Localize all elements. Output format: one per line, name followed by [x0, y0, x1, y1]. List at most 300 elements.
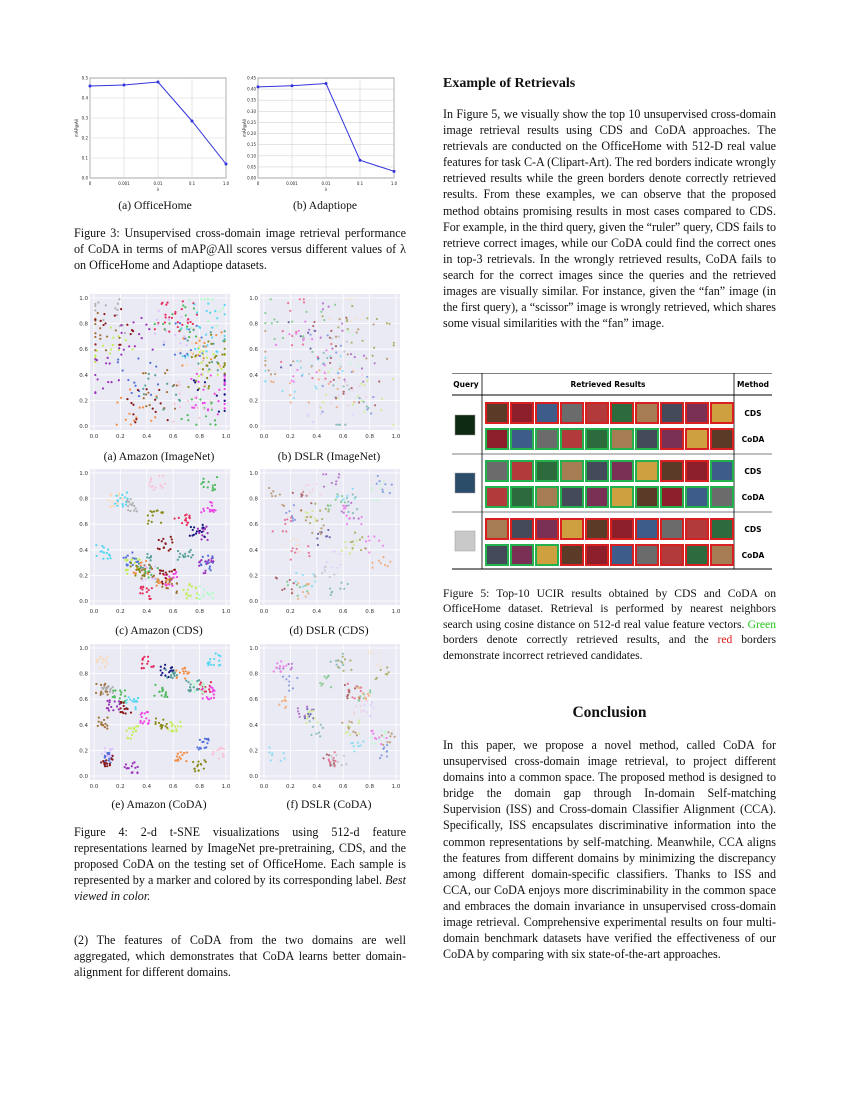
tsne-point	[148, 598, 150, 600]
tsne-point	[112, 755, 114, 757]
tsne-point	[322, 401, 324, 403]
tsne-point	[174, 569, 176, 571]
tsne-point	[338, 336, 340, 338]
tsne-point	[155, 717, 157, 719]
tsne-point	[347, 328, 349, 330]
tsne-point	[358, 719, 360, 721]
tsne-point	[169, 548, 171, 550]
tsne-point	[224, 379, 226, 381]
tsne-point	[338, 553, 340, 555]
tsne-point	[305, 311, 307, 313]
tsne-point	[343, 385, 345, 387]
retrieved-image	[686, 519, 708, 539]
tsne-point	[164, 372, 166, 374]
mug-query-image	[455, 473, 475, 493]
tsne-point	[210, 569, 212, 571]
tsne-point	[329, 318, 331, 320]
tsne-point	[171, 583, 173, 585]
tsne-point	[290, 520, 292, 522]
tsne-point	[163, 341, 165, 343]
tsne-point	[214, 424, 216, 426]
tsne-point	[213, 697, 215, 699]
tsne-point	[147, 378, 149, 380]
tsne-point	[160, 402, 162, 404]
tsne-point	[328, 306, 330, 308]
tsne-point	[125, 419, 127, 421]
retrieved-image	[486, 429, 508, 449]
tsne-point	[134, 562, 136, 564]
retrieved-image	[561, 461, 583, 481]
tsne-point	[202, 354, 204, 356]
tsne-point	[381, 489, 383, 491]
tsne-point	[343, 505, 345, 507]
tsne-point	[366, 376, 368, 378]
tsne-point	[191, 680, 193, 682]
tsne-point	[264, 322, 266, 324]
method-label: CoDA	[741, 493, 765, 502]
retrieved-image	[711, 429, 733, 449]
tsne-point	[289, 579, 291, 581]
tsne-point	[320, 527, 322, 529]
tsne-point	[96, 359, 98, 361]
tsne-point	[289, 540, 291, 542]
tsne-point	[191, 342, 193, 344]
tsne-point	[299, 298, 301, 300]
tsne-point	[177, 725, 179, 727]
method-label: CDS	[744, 409, 762, 418]
tsne-point	[329, 362, 331, 364]
tsne-point	[361, 367, 363, 369]
tsne-point	[182, 555, 184, 557]
tsne-point	[186, 344, 188, 346]
tsne-point	[211, 509, 213, 511]
tsne-point	[330, 330, 332, 332]
tsne-point	[199, 747, 201, 749]
tsne-point	[354, 697, 356, 699]
tsne-point	[135, 699, 137, 701]
tsne-point	[325, 677, 327, 679]
tsne-point	[142, 406, 144, 408]
tsne-point	[166, 369, 168, 371]
fig4-tsne-c	[74, 465, 234, 623]
tsne-point	[159, 572, 161, 574]
x-tick-label: 0.001	[118, 181, 130, 186]
retrieved-image	[686, 429, 708, 449]
tsne-point	[224, 313, 226, 315]
tsne-point	[134, 706, 136, 708]
tsne-point	[343, 379, 345, 381]
tsne-point	[322, 727, 324, 729]
tsne-point	[130, 565, 132, 567]
tsne-point	[341, 722, 343, 724]
tsne-point	[353, 517, 355, 519]
tsne-point	[152, 408, 154, 410]
tsne-point	[309, 522, 311, 524]
tsne-point	[275, 495, 277, 497]
tsne-point	[121, 494, 123, 496]
tsne-point	[321, 411, 323, 413]
plot-background	[260, 644, 400, 780]
tsne-point	[190, 549, 192, 551]
tsne-point	[199, 398, 201, 400]
tsne-point	[330, 381, 332, 383]
tsne-point	[103, 313, 105, 315]
tsne-point	[196, 530, 198, 532]
tsne-point	[306, 722, 308, 724]
y-axis-label: mAP@All	[74, 118, 79, 138]
tsne-point	[190, 378, 192, 380]
tsne-point	[96, 378, 98, 380]
tsne-point	[131, 734, 133, 736]
tsne-point	[132, 330, 134, 332]
tsne-point	[127, 379, 129, 381]
tsne-point	[341, 662, 343, 664]
y-tick-label: 0.35	[247, 97, 256, 103]
tsne-point	[300, 367, 302, 369]
retrieved-image	[561, 545, 583, 565]
tsne-point	[94, 309, 96, 311]
tsne-point	[323, 567, 325, 569]
tsne-point	[198, 375, 200, 377]
y-tick-label: 0.3	[81, 115, 88, 121]
tsne-point	[309, 348, 311, 350]
tsne-point	[213, 693, 215, 695]
tsne-point	[319, 735, 321, 737]
tsne-point	[167, 676, 169, 678]
tsne-point	[314, 517, 316, 519]
tsne-point	[191, 398, 193, 400]
tsne-point	[144, 565, 146, 567]
tsne-point	[264, 364, 266, 366]
tsne-point	[212, 560, 214, 562]
tsne-point	[210, 681, 212, 683]
x-tick-label: 0.0	[259, 784, 269, 790]
tsne-point	[106, 724, 108, 726]
tsne-point	[349, 659, 351, 661]
fig4-caption	[74, 824, 406, 904]
tsne-point	[116, 314, 118, 316]
tsne-point	[161, 581, 163, 583]
tsne-point	[126, 324, 128, 326]
tsne-point	[140, 587, 142, 589]
tsne-point	[124, 332, 126, 334]
tsne-point	[142, 592, 144, 594]
tsne-point	[296, 677, 298, 679]
tsne-point	[363, 410, 365, 412]
tsne-point	[206, 377, 208, 379]
tsne-point	[165, 581, 167, 583]
tsne-point	[143, 720, 145, 722]
tsne-point	[311, 585, 313, 587]
tsne-point	[383, 736, 385, 738]
tsne-point	[308, 373, 310, 375]
tsne-point	[158, 539, 160, 541]
tsne-point	[304, 320, 306, 322]
tsne-point	[303, 338, 305, 340]
tsne-point	[176, 674, 178, 676]
tsne-point	[128, 345, 130, 347]
tsne-point	[176, 755, 178, 757]
tsne-point	[216, 395, 218, 397]
tsne-point	[292, 360, 294, 362]
tsne-point	[370, 412, 372, 414]
tsne-point	[160, 674, 162, 676]
tsne-point	[153, 510, 155, 512]
tsne-point	[126, 398, 128, 400]
x-tick-label: 1.0	[391, 609, 401, 615]
tsne-point	[307, 512, 309, 514]
tsne-point	[356, 508, 358, 510]
tsne-point	[162, 573, 164, 575]
tsne-point	[311, 338, 313, 340]
tsne-point	[198, 679, 200, 681]
tsne-point	[354, 532, 356, 534]
tsne-point	[122, 498, 124, 500]
fig4-caption-italic: Best viewed in color.	[74, 873, 406, 904]
tsne-point	[187, 318, 189, 320]
tsne-point	[128, 767, 130, 769]
tsne-point	[164, 314, 166, 316]
tsne-point	[205, 690, 207, 692]
tsne-point	[215, 334, 217, 336]
tsne-point	[163, 407, 165, 409]
tsne-point	[380, 754, 382, 756]
tsne-point	[344, 541, 346, 543]
tsne-point	[264, 351, 266, 353]
tsne-point	[360, 690, 362, 692]
tsne-point	[224, 407, 226, 409]
tsne-point	[280, 361, 282, 363]
tsne-point	[164, 483, 166, 485]
tsne-point	[106, 765, 108, 767]
tsne-point	[201, 534, 203, 536]
tsne-point	[372, 651, 374, 653]
tsne-point	[380, 562, 382, 564]
tsne-point	[126, 737, 128, 739]
x-tick-label: 0	[256, 181, 260, 186]
tsne-point	[330, 764, 332, 766]
tsne-point	[320, 337, 322, 339]
fig4a-sublabel: (a) Amazon (ImageNet)	[103, 450, 215, 463]
tsne-point	[167, 419, 169, 421]
tsne-point	[200, 511, 202, 513]
tsne-point	[94, 361, 96, 363]
tsne-point	[381, 398, 383, 400]
tsne-point	[106, 656, 108, 658]
tsne-point	[177, 550, 179, 552]
tsne-point	[330, 343, 332, 345]
x-tick-label: 0.2	[286, 609, 295, 615]
tsne-point	[162, 719, 164, 721]
tsne-point	[200, 362, 202, 364]
tsne-point	[208, 368, 210, 370]
tsne-point	[199, 367, 201, 369]
tsne-point	[386, 751, 388, 753]
tsne-point	[190, 526, 192, 528]
tsne-point	[112, 692, 114, 694]
tsne-point	[338, 476, 340, 478]
tsne-point	[210, 560, 212, 562]
tsne-point	[378, 736, 380, 738]
tsne-point	[384, 732, 386, 734]
tsne-point	[347, 501, 349, 503]
tsne-point	[208, 385, 210, 387]
tsne-point	[132, 404, 134, 406]
tsne-point	[388, 323, 390, 325]
tsne-point	[271, 495, 273, 497]
tsne-point	[333, 379, 335, 381]
tsne-point	[111, 759, 113, 761]
tsne-point	[382, 491, 384, 493]
tsne-point	[151, 485, 153, 487]
method-label: CDS	[744, 525, 762, 534]
tsne-point	[108, 758, 110, 760]
tsne-point	[363, 384, 365, 386]
tsne-point	[341, 550, 343, 552]
tsne-point	[196, 325, 198, 327]
y-tick-label: 0.30	[247, 108, 256, 114]
retrieved-image	[486, 519, 508, 539]
x-tick-label: 0.6	[338, 784, 348, 790]
tsne-point	[374, 362, 376, 364]
y-tick-label: 0.0	[79, 774, 88, 780]
tsne-point	[346, 341, 348, 343]
tsne-point	[126, 730, 128, 732]
tsne-point	[281, 589, 283, 591]
tsne-point	[152, 514, 154, 516]
tsne-point	[203, 759, 205, 761]
tsne-point	[328, 508, 330, 510]
tsne-point	[151, 521, 153, 523]
tsne-point	[320, 533, 322, 535]
fig3-chart-adaptiope	[242, 72, 404, 194]
tsne-point	[283, 505, 285, 507]
tsne-point	[291, 321, 293, 323]
method-label: CDS	[744, 467, 762, 476]
tsne-point	[136, 565, 138, 567]
tsne-point	[192, 529, 194, 531]
tsne-point	[202, 595, 204, 597]
tsne-point	[202, 368, 204, 370]
tsne-point	[311, 377, 313, 379]
tsne-point	[323, 319, 325, 321]
tsne-point	[130, 727, 132, 729]
tsne-point	[337, 660, 339, 662]
tsne-point	[212, 353, 214, 355]
tsne-point	[104, 322, 106, 324]
tsne-point	[133, 382, 135, 384]
tsne-point	[329, 504, 331, 506]
tsne-point	[120, 308, 122, 310]
tsne-point	[149, 567, 151, 569]
tsne-point	[118, 347, 120, 349]
tsne-point	[158, 475, 160, 477]
tsne-point	[222, 307, 224, 309]
tsne-point	[137, 357, 139, 359]
tsne-point	[293, 381, 295, 383]
tsne-point	[151, 587, 153, 589]
tsne-point	[355, 705, 357, 707]
tsne-point	[162, 570, 164, 572]
fig3b-sublabel: (b) Adaptiope	[292, 199, 358, 212]
tsne-point	[203, 588, 205, 590]
tsne-point	[193, 691, 195, 693]
tsne-point	[338, 395, 340, 397]
tsne-point	[339, 564, 341, 566]
tsne-point	[335, 498, 337, 500]
tsne-point	[174, 725, 176, 727]
tsne-point	[127, 554, 129, 556]
tsne-point	[187, 339, 189, 341]
tsne-point	[104, 757, 106, 759]
tsne-point	[176, 583, 178, 585]
tsne-point	[105, 362, 107, 364]
tsne-point	[285, 512, 287, 514]
tsne-point	[135, 708, 137, 710]
tsne-point	[111, 748, 113, 750]
retrieved-image	[486, 403, 508, 423]
tsne-point	[352, 493, 354, 495]
col-method-header: Method	[737, 380, 769, 389]
tsne-point	[129, 699, 131, 701]
tsne-point	[282, 667, 284, 669]
tsne-point	[274, 373, 276, 375]
y-tick-label: 0.8	[249, 496, 258, 503]
data-point	[89, 85, 92, 88]
retrieved-image	[611, 519, 633, 539]
ruler-query-image	[455, 531, 475, 551]
tsne-point	[334, 304, 336, 306]
tsne-point	[126, 563, 128, 565]
tsne-point	[310, 734, 312, 736]
tsne-point	[125, 503, 127, 505]
tsne-point	[271, 322, 273, 324]
tsne-point	[220, 368, 222, 370]
tsne-point	[139, 571, 141, 573]
tsne-point	[120, 693, 122, 695]
tsne-point	[164, 693, 166, 695]
x-tick-label: 0.8	[195, 609, 204, 615]
tsne-point	[178, 399, 180, 401]
tsne-point	[196, 682, 198, 684]
tsne-point	[305, 511, 307, 513]
tsne-point	[210, 369, 212, 371]
tsne-point	[296, 539, 298, 541]
tsne-point	[386, 673, 388, 675]
tsne-point	[203, 408, 205, 410]
tsne-point	[109, 557, 111, 559]
data-point	[123, 84, 126, 87]
tsne-point	[386, 744, 388, 746]
tsne-point	[289, 394, 291, 396]
tsne-point	[344, 507, 346, 509]
y-tick-label: 1.0	[79, 296, 88, 302]
tsne-point	[312, 710, 314, 712]
tsne-point	[106, 717, 108, 719]
tsne-point	[153, 489, 155, 491]
tsne-point	[193, 329, 195, 331]
tsne-point	[344, 424, 346, 426]
tsne-point	[378, 739, 380, 741]
tsne-point	[172, 672, 174, 674]
tsne-point	[302, 585, 304, 587]
tsne-point	[199, 683, 201, 685]
tsne-point	[109, 505, 111, 507]
tsne-point	[296, 548, 298, 550]
tsne-point	[117, 303, 119, 305]
tsne-point	[321, 518, 323, 520]
tsne-point	[302, 574, 304, 576]
